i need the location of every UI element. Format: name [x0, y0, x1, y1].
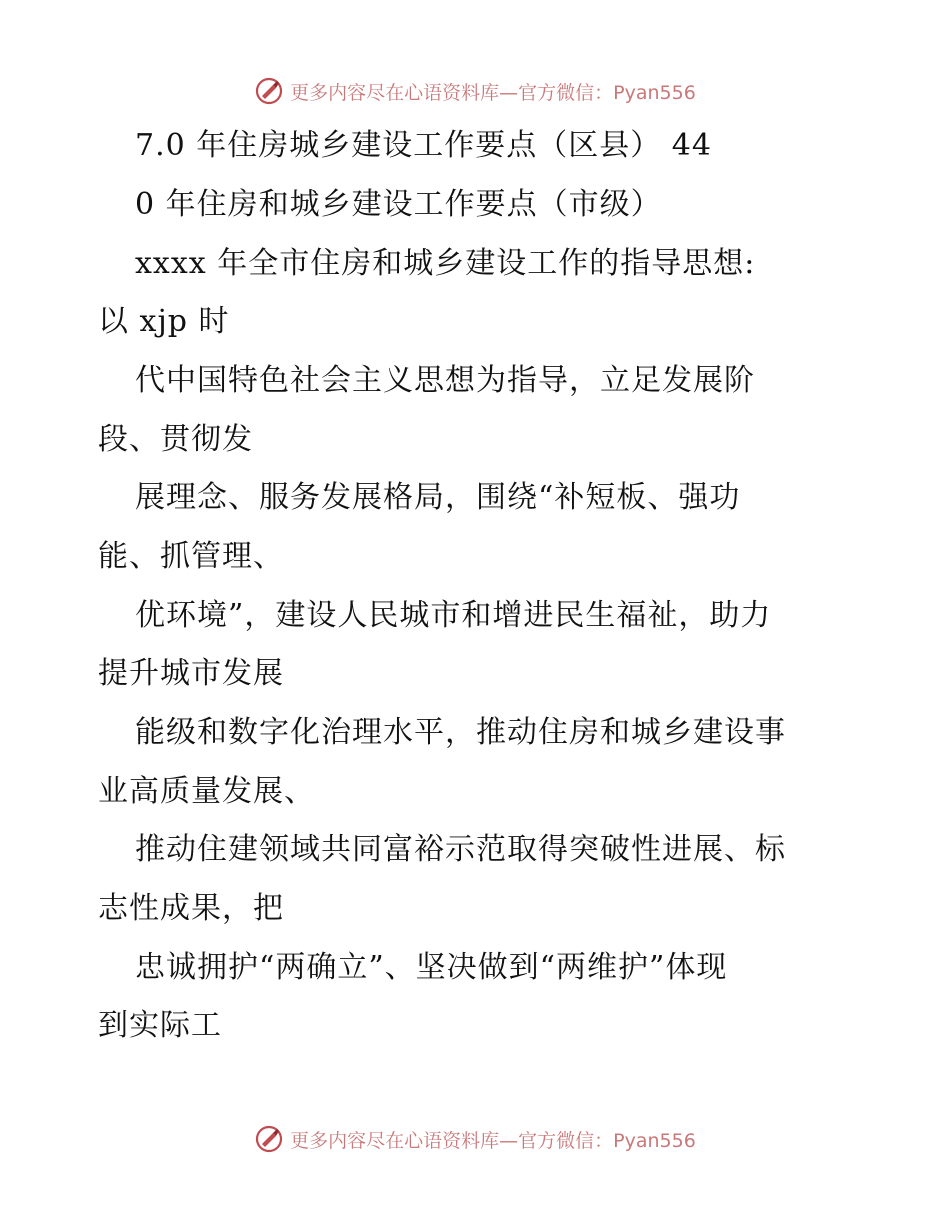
text-line: 能、抓管理、	[98, 539, 284, 574]
text-line: 展理念、服务发展格局，围绕“补短板、强功	[135, 480, 741, 515]
text-line: 段、贯彻发	[98, 422, 253, 457]
text-line: 0 年住房和城乡建设工作要点（市级）	[135, 187, 662, 222]
text-line: 志性成果，把	[98, 891, 284, 926]
watermark-footer	[0, 1124, 950, 1154]
text-line: 以 xjp 时	[98, 304, 230, 339]
text-line: 业高质量发展、	[98, 774, 315, 809]
text-line: 优环境”，建设人民城市和增进民生福祉，助力	[135, 598, 772, 633]
watermark-logo-icon	[254, 76, 284, 106]
watermark-text: 更多内容尽在心语资料库—官方微信：Pyan556	[290, 81, 696, 104]
text-line: 能级和数字化治理水平，推动住房和城乡建设事	[135, 715, 786, 750]
watermark-logo-icon	[254, 1124, 284, 1154]
text-line: 推动住建领域共同富裕示范取得突破性进展、标	[135, 832, 786, 867]
text-line: 7.0 年住房城乡建设工作要点（区县） 44	[135, 128, 712, 163]
text-line: xxxx 年全市住房和城乡建设工作的指导思想:	[135, 246, 756, 281]
watermark-text: 更多内容尽在心语资料库—官方微信：Pyan556	[290, 1129, 696, 1152]
text-line: 提升城市发展	[98, 656, 284, 691]
text-line: 到实际工	[98, 1008, 222, 1043]
watermark-header	[0, 76, 950, 106]
text-line: 忠诚拥护“两确立”、坚决做到“两维护”体现	[135, 950, 728, 985]
text-line: 代中国特色社会主义思想为指导，立足发展阶	[135, 363, 755, 398]
